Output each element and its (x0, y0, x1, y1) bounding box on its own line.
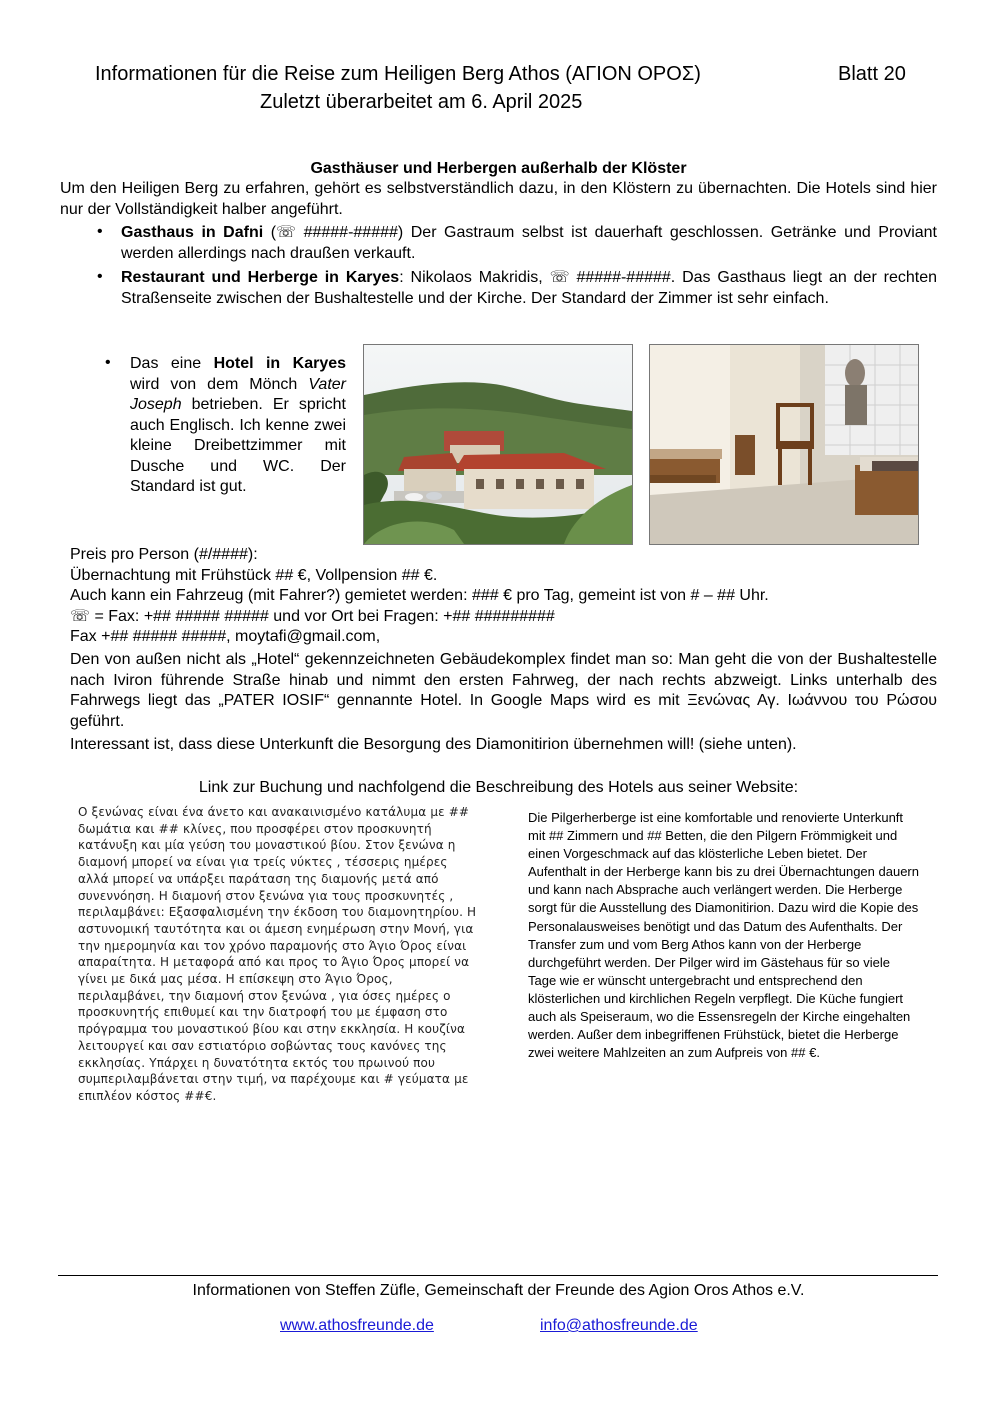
hotel-pre: Das eine (130, 355, 214, 372)
bullet-dafni (121, 223, 937, 264)
document-title: Informationen für die Reise zum Heiligen Berg Athos (ΑΓΙΟΝ ΟΡΟΣ) (95, 63, 701, 85)
hotel-monk-name: Vater Joseph (130, 375, 346, 413)
german-description: Die Pilgerherberge ist eine komfortable und renovierte Unterkunft mit ## Zimmern und ## Betten, die den Pilgern Frömmigkeit und einen Vorgeschmack auf das klösterliche Leben bietet. Der Aufenthalt in der Herberge kann bis zu drei Übernachtungen dauern und kann nach Absprache auch verlängert werden. Die Herberge sorgt für die Ausstellung des Diamonitirion. Dazu wird die Kopie des Personalausweises benötigt und das Datum des Aufenthalts. Der Transfer zum und vom Berg Athos kann von der Herberge durchgeführt werden. Der Pilger wird im Gästehaus für so viele Tage wie er wünscht untergebracht und entsprechend den klösterlichen und kirchlichen Regeln verpflegt. Die Küche fungiert auch als Speiseraum, wo die Essensregeln der Kirche eingehalten werden. Außer dem inbegriffenen Frühstück, bietet die Herberge zwei weitere Mahlzeiten an zum Aufpreis von ## €. (528, 810, 919, 1061)
bullet-karyes-text: #####-#####. Das Gasthaus liegt an der rechten Straßenseite zwischen der Bushaltestelle und der Kirche. Der Standard der Zimmer ist sehr einfach. (121, 269, 938, 307)
bullet-karyes-restaurant (121, 268, 937, 309)
phone-icon: ☏ (549, 269, 570, 286)
bullet-marker: • (105, 354, 111, 371)
footer-website-link[interactable]: www.athosfreunde.de (280, 1317, 434, 1334)
hotel-exterior-image (364, 345, 632, 544)
phone-icon: ☏ (276, 224, 297, 241)
hotel-room-image (650, 345, 918, 544)
bullet-marker: • (97, 268, 103, 285)
section-intro: Um den Heiligen Berg zu erfahren, gehört es selbstverständlich dazu, in den Klöstern zu übernachten. Die Hotels sind hier nur der Vollständigkeit halber angeführt. (60, 180, 937, 218)
sheet-number: Blatt 20 (838, 63, 906, 85)
phone-fax-line (70, 607, 555, 628)
phone-icon: ☏ (70, 608, 91, 625)
footer-email-link[interactable]: info@athosfreunde.de (540, 1317, 698, 1334)
bullet-karyes-title: Restaurant und Herberge in Karyes (121, 269, 400, 286)
interesting-note: Interessant ist, dass diese Unterkunft die Besorgung des Diamonitirion übernehmen will! (siehe unten). (70, 736, 797, 753)
directions: Den von außen nicht als „Hotel“ gekennzeichneten Gebäudekomplex findet man so: Man geht die von der Bushaltestelle nach Iviron führende Straße hinab und nimmt den ersten Fahrweg, der nach rechts abzweigt. Links unterhalb des Fahrwegs liegt das „PATER IOSIF“ gennannte Hotel. In Google Maps wird es mit Ξενώνας Αγ. Ιωάννου του Ρώσου geführt. (70, 651, 937, 730)
bullet-dafni-pre: ( (263, 224, 277, 241)
bullet-dafni-text: #####-#####) Der Gastraum selbst ist dauerhaft geschlossen. Getränke und Proviant werden allerdings nach draußen verkauft. (121, 224, 937, 262)
bullet-dafni-title: Gasthaus in Dafni (121, 224, 264, 241)
bullet-karyes-pre: : Nikolaos Makridis, (399, 269, 550, 286)
hotel-title: Hotel in Karyes (213, 355, 347, 372)
hotel-exterior-photo (363, 344, 633, 545)
fax-email-line: Fax +## ##### #####, moytafi@gmail.com, (70, 628, 381, 645)
greek-description: Ο ξενώνας είναι ένα άνετο και ανακαινισμένο κατάλυμα με ## δωμάτια και ## κλίνες, που προσφέρει στον προσκυνητή κατάνυξη και μία γεύση του μοναστικού βίου. Στον ξενώνα η διαμονή μπορεί να είναι για τρείς νύκτες , τέσσερις ημέρες αλλά μπορεί να υπάρξει παράταση της διαμονής μετά από συνεννόηση. Η διαμονή στον ξενώνα για τους προσκυνητές , περιλαμβάνει: Εξασφαλισμένη την έκδοση του διαμονητηρίου. Η αστυνομική ταυτότητα και οι άμεση ενημέρωση στην Μονή, για την ημερομηνία και τον χρόνο παραμονής στο Άγιο Όρος είναι απαραίτητα. Η μεταφορά από και προς το Άγιο Όρος μπορεί να γίνει με δικά μας μέσα. Η επίσκεψη στο Άγιο Όρος, περιλαμβάνει, την διαμονή στον ξενώνα , για όσες ημέρες ο προσκυνητής επιθυμεί και την διατροφή του με έμφαση στο πρόγραμμα του μοναστικού βίου και στην εκκλησία. Η κουζίνα λειτουργεί και σαν εστιατόριο σοβώντας τους κανόνες της εκκλησίας. Υπάρχει η δυνατότητα εκτός του πρωινού που συμπεριλαμβάνεται στην τιμή, να παρέχουμε και # γεύματα με επιπλέον κόστος ##€. (78, 805, 477, 1103)
booking-intro: Link zur Buchung und nachfolgend die Beschreibung des Hotels aus seiner Website: (198, 779, 799, 796)
hotel-room-photo (649, 344, 919, 545)
bullet-marker: • (97, 223, 103, 240)
hotel-post: betrieben. Er spricht auch Englisch. Ich kenne zwei kleine Dreibettzimmer mit Dusche und WC. Der Standard ist gut. (130, 396, 346, 495)
price-line: Übernachtung mit Frühstück ## €, Vollpension ## €. (70, 567, 438, 584)
price-header: Preis pro Person (#/####): (70, 546, 258, 563)
vehicle-line: Auch kann ein Fahrzeug (mit Fahrer?) gemietet werden: ### € pro Tag, gemeint ist von # – ## Uhr. (70, 587, 769, 604)
last-updated: Zuletzt überarbeitet am 6. April 2025 (260, 91, 583, 113)
footer-divider (58, 1275, 938, 1276)
footer-info: Informationen von Steffen Züfle, Gemeinschaft der Freunde des Agion Oros Athos e.V. (192, 1282, 805, 1299)
section-heading: Gasthäuser und Herbergen außerhalb der Klöster (310, 160, 687, 177)
hotel-description (130, 354, 346, 498)
hotel-mid: wird von dem Mönch (130, 375, 309, 393)
phone-fax-text: = Fax: +## ##### ##### und vor Ort bei Fragen: +## ######### (90, 608, 555, 625)
